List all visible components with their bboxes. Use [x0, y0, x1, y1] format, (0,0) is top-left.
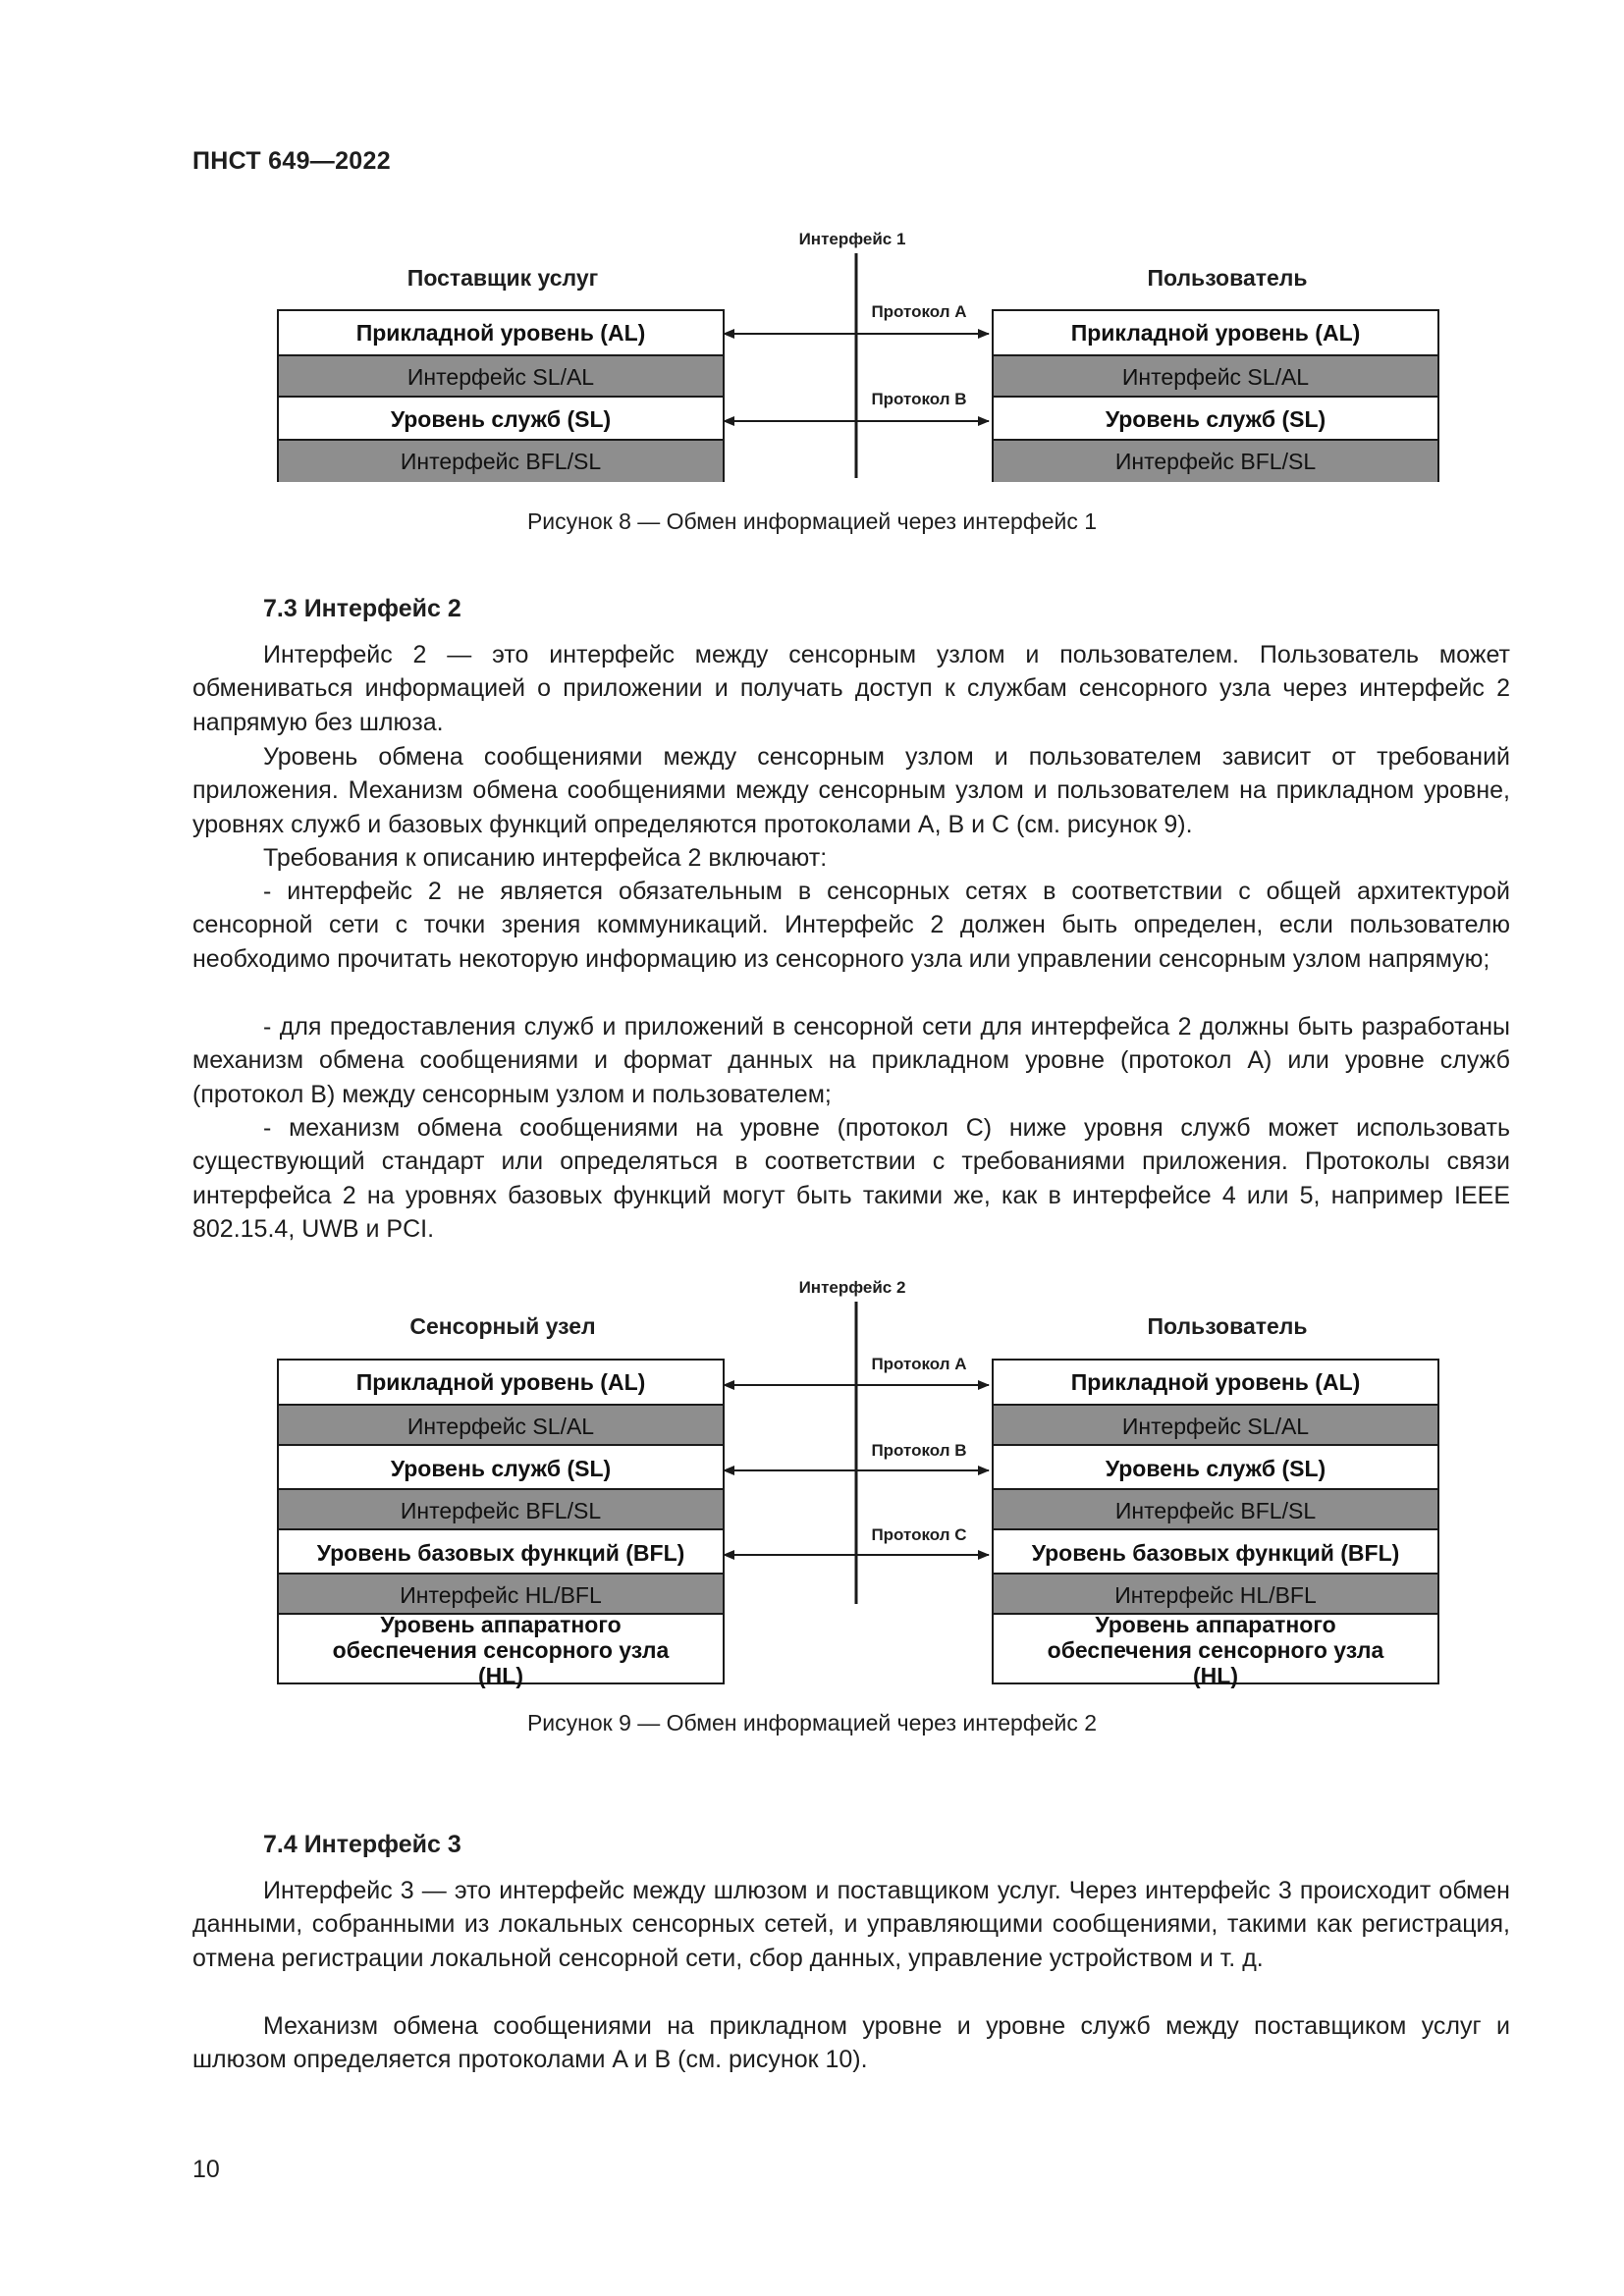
layer-cell: Уровень базовых функций (BFL)	[994, 1528, 1437, 1575]
section-7-3-paragraph: Уровень обмена сообщениями между сенсорным узлом и пользователем зависит от требований приложения. Механизм обмена сообщениями между сенсорным узлом и пользователем на прикладном уровне, уровнях служб и базовых функций определяются протоколами A, B и C (см. рисунок 9).	[192, 743, 1510, 838]
layer-cell: Интерфейс SL/AL	[279, 1404, 723, 1446]
layer-cell: Интерфейс SL/AL	[994, 354, 1437, 398]
layer-cell: Интерфейс BFL/SL	[279, 439, 723, 482]
layer-cell: Интерфейс SL/AL	[279, 354, 723, 398]
layer-cell: Уровень служб (SL)	[279, 396, 723, 441]
figure-8-left-title: Поставщик услуг	[406, 265, 599, 291]
layer-cell: Интерфейс HL/BFL	[994, 1573, 1437, 1615]
section-7-3-list-item: - механизм обмена сообщениями на уровне (протокол C) ниже уровня служб может использовать существующий стандарт или определяться в соответствии с требованиями приложения. Протоколы связи интерфейса 2 на уровнях базовых функций могут быть такими же, как в интерфейсе 4 или 5, например IEEE 802.15.4, UWB и PCI.	[192, 1114, 1510, 1243]
section-7-3-list-item: - интерфейс 2 не является обязательным в сенсорных сетях в соответствии с общей архитектурой сенсорной сети с точки зрения коммуникаций. Интерфейс 2 должен быть определен, если пользователю необходимо прочитать некоторую информацию из сенсорного узла или управлении сенсорным узлом напрямую;	[192, 878, 1510, 973]
section-7-4-paragraph: Механизм обмена сообщениями на прикладном уровне и уровне служб между поставщиком услуг и шлюзом определяется протоколами A и B (см. рисунок 10).	[192, 2012, 1510, 2074]
figure-9-caption: Рисунок 9 — Обмен информацией через интерфейс 2	[526, 1710, 1098, 1735]
layer-cell: Прикладной уровень (AL)	[355, 1369, 646, 1395]
figure-8-protocol-b: Протокол B	[871, 390, 967, 408]
layer-cell: Интерфейс BFL/SL	[279, 1488, 723, 1530]
layer-cell: Интерфейс BFL/SL	[994, 1488, 1437, 1530]
figure-9-protocol-c: Протокол C	[871, 1525, 967, 1544]
figure-9-protocol-b: Протокол B	[871, 1441, 967, 1460]
section-7-4-heading: 7.4 Интерфейс 3	[263, 1831, 461, 1858]
document-code: ПНСТ 649—2022	[192, 147, 391, 175]
layer-cell: Уровень базовых функций (BFL)	[279, 1528, 723, 1575]
layer-cell: Прикладной уровень (AL)	[1070, 320, 1361, 346]
page-number: 10	[192, 2156, 220, 2183]
figure-8-protocol-a: Протокол A	[871, 302, 967, 321]
section-7-3-list-item: - для предоставления служб и приложений в сенсорной сети для интерфейса 2 должны быть разработаны механизм обмена сообщениями и формат данных на прикладном уровне (протокол A) или уровне служб (протокол B) между сенсорным узлом и пользователем;	[192, 1013, 1510, 1108]
figure-8-interface-label: Интерфейс 1	[798, 230, 906, 248]
section-7-3-heading: 7.3 Интерфейс 2	[263, 595, 461, 622]
layer-cell: Прикладной уровень (AL)	[1070, 1369, 1361, 1395]
section-7-4-paragraph: Интерфейс 3 — это интерфейс между шлюзом и поставщиком услуг. Через интерфейс 3 происходит обмен данными, собранными из локальных сенсорных сетей, и управляющими сообщениями, такими как регистрация, отмена регистрации локальной сенсорной сети, сбор данных, управление устройством и т. д.	[192, 1877, 1510, 1972]
section-7-3-paragraph: Интерфейс 2 — это интерфейс между сенсорным узлом и пользователем. Пользователь может обмениваться информацией о приложении и получать доступ к службам сенсорного узла через интерфейс 2 напрямую без шлюза.	[192, 641, 1510, 736]
layer-cell: Уровень служб (SL)	[994, 396, 1437, 441]
figure-9-right-title: Пользователь	[1147, 1313, 1308, 1339]
layer-cell: Уровень служб (SL)	[279, 1444, 723, 1490]
figure-8-right-title: Пользователь	[1147, 265, 1308, 291]
layer-cell: Уровень аппаратного обеспечения сенсорного узла (HL)	[994, 1613, 1437, 1684]
figure-8-caption: Рисунок 8 — Обмен информацией через интерфейс 1	[526, 508, 1098, 534]
layer-cell: Интерфейс BFL/SL	[994, 439, 1437, 482]
section-7-3-paragraph: Требования к описанию интерфейса 2 включают:	[263, 844, 828, 872]
layer-cell: Интерфейс HL/BFL	[279, 1573, 723, 1615]
layer-cell: Прикладной уровень (AL)	[355, 320, 646, 346]
layer-cell: Уровень аппаратного обеспечения сенсорного узла (HL)	[279, 1613, 723, 1684]
figure-9-protocol-a: Протокол A	[871, 1355, 967, 1373]
figure-9-interface-label: Интерфейс 2	[798, 1278, 906, 1297]
layer-cell: Интерфейс SL/AL	[994, 1404, 1437, 1446]
layer-cell: Уровень служб (SL)	[994, 1444, 1437, 1490]
figure-9-left-title: Сенсорный узел	[409, 1313, 596, 1339]
